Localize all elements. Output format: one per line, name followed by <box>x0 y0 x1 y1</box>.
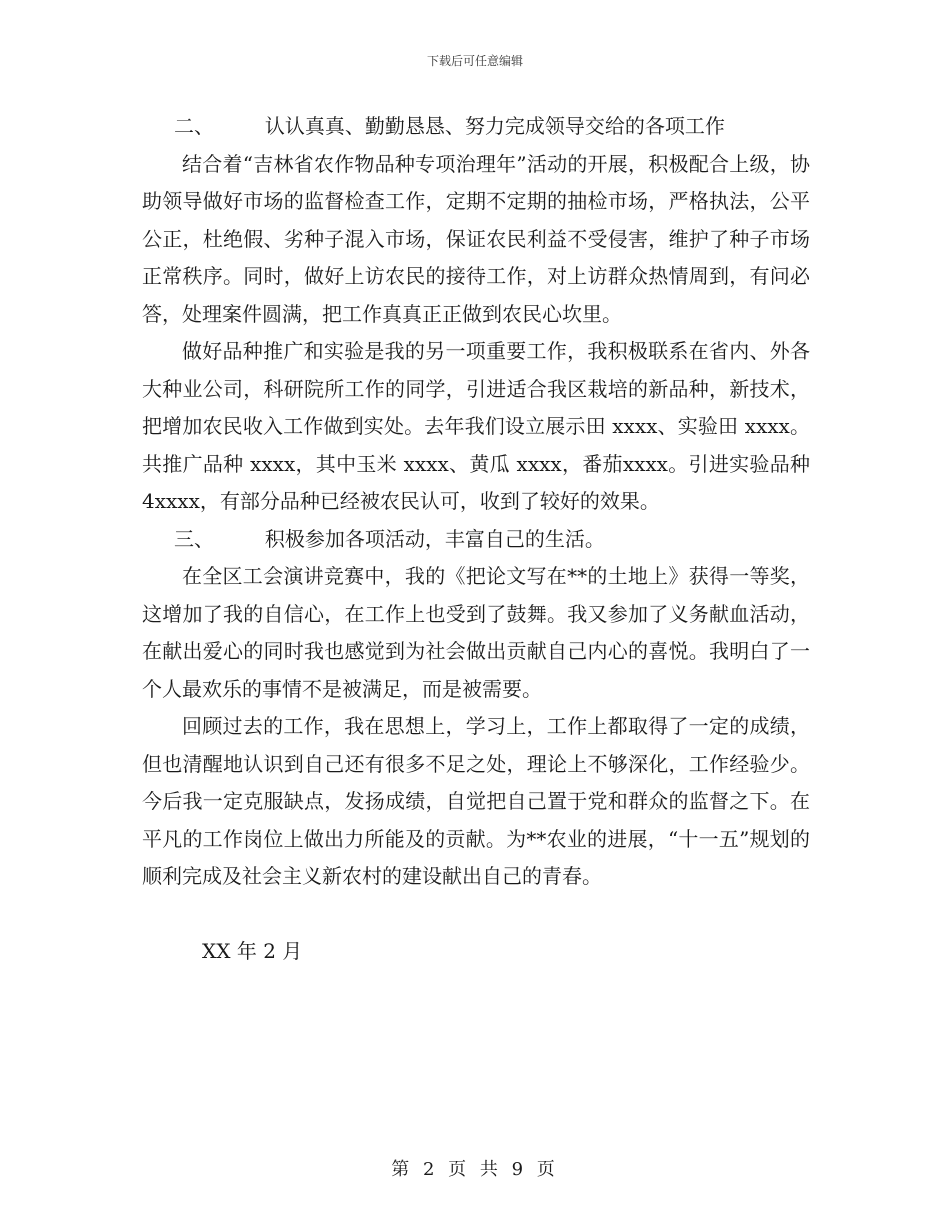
section-heading-2: 二、 认认真真、勤勤恳恳、努力完成领导交给的各项工作 <box>174 114 725 138</box>
document-body <box>142 108 810 970</box>
document-date: XX 年 2 月 <box>202 938 303 963</box>
section-heading-3: 三、 积极参加各项活动，丰富自己的生活。 <box>174 526 605 551</box>
paragraph-variety-promotion: 做好品种推广和实验是我的另一项重要工作，我积极联系在省内、外各大种业公司，科研院所工作的同学，引进适合我区栽培的新品种，新技术，把增加农民收入工作做到实处。去年我们设立展示田 xxxx、实验田 xxxx。共推广品种 xxxx，其中玉米 xxxx、黄瓜 xxxx，番茄xxxx。引进实验品种 4xxxx，有部分品种已经被农民认可，收到了较好的效果。 <box>142 339 810 513</box>
page-number-footer: 第 2 页 共 9 页 <box>391 1159 559 1180</box>
paragraph-market-supervision: 结合着“吉林省农作物品种专项治理年”活动的开展，积极配合上级，协助领导做好市场的监督检查工作，定期不定期的抽检市场，严格执法，公平公正，杜绝假、劣种子混入市场，保证农民利益不受侵害，维护了种子市场正常秩序。同时，做好上访农民的接待工作，对上访群众热情周到，有问必答，处理案件圆满，把工作真真正正做到农民心坎里。 <box>142 151 810 326</box>
paragraph-review: 回顾过去的工作，我在思想上，学习上，工作上都取得了一定的成绩，但也清醒地认识到自己还有很多不足之处，理论上不够深化，工作经验少。今后我一定克服缺点，发扬成绩，自觉把自己置于党和群众的监督之下。在平凡的工作岗位上做出力所能及的贡献。为**农业的进展，“十一五”规划的顺利完成及社会主义新农村的建设献出自己的青春。 <box>142 714 810 888</box>
page-header-note: 下载后可任意编辑 <box>426 54 523 68</box>
paragraph-activities: 在全区工会演讲竞赛中，我的《把论文写在**的土地上》获得一等奖，这增加了我的自信心，在工作上也受到了鼓舞。我又参加了义务献血活动，在献出爱心的同时我也感觉到为社会做出贡献自己内心的喜悦。我明白了一个人最欢乐的事情不是被满足，而是被需要。 <box>142 564 810 701</box>
